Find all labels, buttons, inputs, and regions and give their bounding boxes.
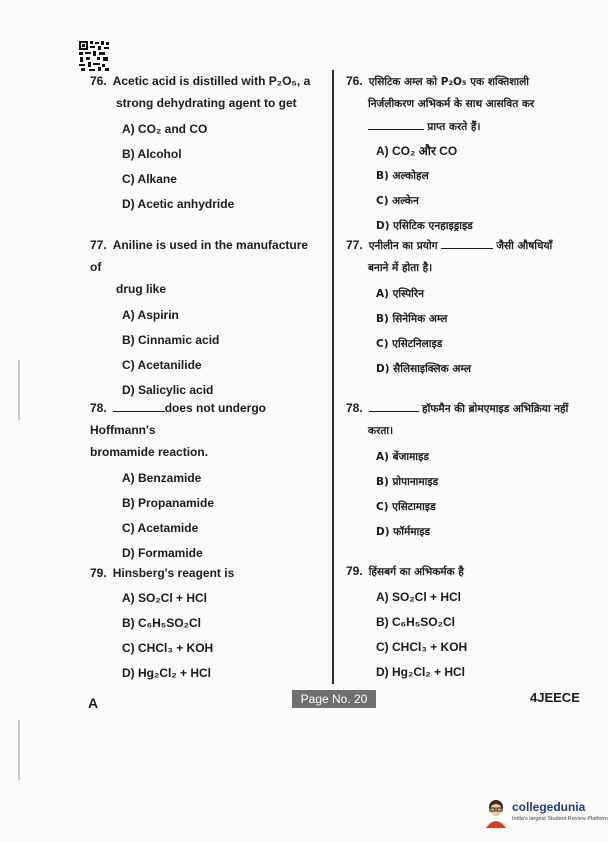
logo-name: collegedunia (512, 800, 586, 814)
question-stem-line: करता। (368, 425, 394, 437)
option-a[interactable]: A) Benzamide (122, 471, 202, 485)
question-number: 76. (346, 74, 363, 88)
scan-mark (18, 720, 20, 780)
question-stem-line: हॉफमैन की ब्रोमएमाइड अभिक्रिया नहीं (422, 403, 569, 415)
question-stem-line: drug like (116, 282, 167, 296)
option-c[interactable]: C) CHCl₃ + KOH (376, 640, 468, 654)
question-stem-line: does not undergo Hoffmann's (90, 401, 267, 437)
student-avatar-icon (484, 798, 508, 828)
question-stem-line: एसिटिक अम्ल को P₂O₅ एक शक्तिशाली (368, 76, 529, 88)
exam-code: 4JEECE (530, 690, 580, 705)
option-a[interactable]: A) Aspirin (122, 308, 179, 322)
option-d[interactable]: D) सैलिसाइक्लिक अम्ल (376, 363, 471, 375)
question-number: 77. (346, 238, 363, 252)
option-d[interactable]: D) Hg₂Cl₂ + HCl (122, 666, 211, 680)
option-d[interactable]: D) Acetic anhydride (122, 197, 235, 211)
option-b[interactable]: B) C₆H₅SO₂Cl (376, 615, 455, 629)
set-code: A (88, 695, 99, 711)
question-76-hi (346, 70, 586, 239)
question-number: 77. (90, 238, 107, 252)
collegedunia-logo (484, 796, 608, 836)
question-stem-line: निर्जलीकरण अभिकर्म के साथ आसवित कर (368, 98, 535, 110)
option-b[interactable]: B) प्रोपानामाइड (376, 476, 439, 488)
question-stem-line: प्राप्त करते हैं। (427, 121, 481, 133)
question-76-en (90, 70, 320, 217)
answer-blank (368, 129, 424, 130)
option-c[interactable]: C) CHCl₃ + KOH (122, 641, 214, 655)
option-a[interactable]: A) SO₂Cl + HCl (376, 590, 462, 604)
question-79-hi (346, 560, 586, 685)
question-number: 76. (90, 74, 107, 88)
option-c[interactable]: C) Acetamide (122, 521, 199, 535)
option-a[interactable]: A) CO₂ और CO (376, 144, 458, 158)
option-b[interactable]: B) अल्कोहल (376, 170, 429, 182)
question-78-hi (346, 397, 586, 545)
option-d[interactable]: D) एसिटिक एनहाइड्राइड (376, 220, 473, 232)
question-stem-line: Aniline is used in the manufacture of (90, 238, 309, 274)
option-a[interactable]: A) एस्पिरिन (376, 288, 424, 300)
page-number: Page No. 20 (292, 690, 376, 708)
answer-blank (369, 411, 419, 412)
option-d[interactable]: D) Hg₂Cl₂ + HCl (376, 665, 465, 679)
option-c[interactable]: C) Acetanilide (122, 358, 202, 372)
column-divider (332, 70, 334, 684)
question-stem-line: बनाने में होता है। (368, 262, 433, 274)
option-b[interactable]: B) C₆H₅SO₂Cl (122, 616, 201, 630)
question-stem-line: एनीलीन का प्रयोग (368, 240, 438, 252)
question-79-en (90, 562, 320, 686)
option-c[interactable]: C) अल्केन (376, 195, 419, 207)
question-stem-line: strong dehydrating agent to get (116, 96, 297, 110)
question-number: 79. (90, 566, 107, 580)
option-c[interactable]: C) एसिटामाइड (376, 501, 436, 513)
qr-code-icon (78, 40, 110, 72)
option-b[interactable]: B) Cinnamic acid (122, 333, 220, 347)
option-b[interactable]: B) सिनेमिक अम्ल (376, 313, 448, 325)
option-d[interactable]: D) Salicylic acid (122, 383, 214, 397)
question-77-en (90, 234, 320, 403)
option-c[interactable]: C) Alkane (122, 172, 177, 186)
question-number: 78. (90, 401, 107, 415)
answer-blank (441, 248, 493, 249)
question-77-hi (346, 234, 586, 382)
answer-blank (113, 411, 165, 412)
option-c[interactable]: C) एसिटनिलाइड (376, 338, 443, 350)
question-number: 78. (346, 401, 363, 415)
option-b[interactable]: B) Alcohol (122, 147, 182, 161)
question-stem-line: Acetic acid is distilled with P₂O₅, a (112, 74, 311, 88)
question-number: 79. (346, 564, 363, 578)
logo-tagline: India's largest Student Review Platform (512, 816, 608, 822)
scan-mark (18, 360, 20, 420)
question-stem-line: bromamide reaction. (90, 445, 209, 459)
option-a[interactable]: A) SO₂Cl + HCl (122, 591, 208, 605)
option-d[interactable]: D) Formamide (122, 546, 203, 560)
option-d[interactable]: D) फॉर्ममाइड (376, 526, 431, 538)
question-stem-line: हिंसबर्ग का अभिकर्मक है (368, 566, 464, 578)
option-b[interactable]: B) Propanamide (122, 496, 215, 510)
question-stem-line: जैसी औषधियाँ (496, 240, 553, 252)
question-stem-line: Hinsberg's reagent is (112, 566, 235, 580)
option-a[interactable]: A) बेंजामाइड (376, 451, 429, 463)
option-a[interactable]: A) CO₂ and CO (122, 122, 208, 136)
question-78-en (90, 397, 320, 566)
